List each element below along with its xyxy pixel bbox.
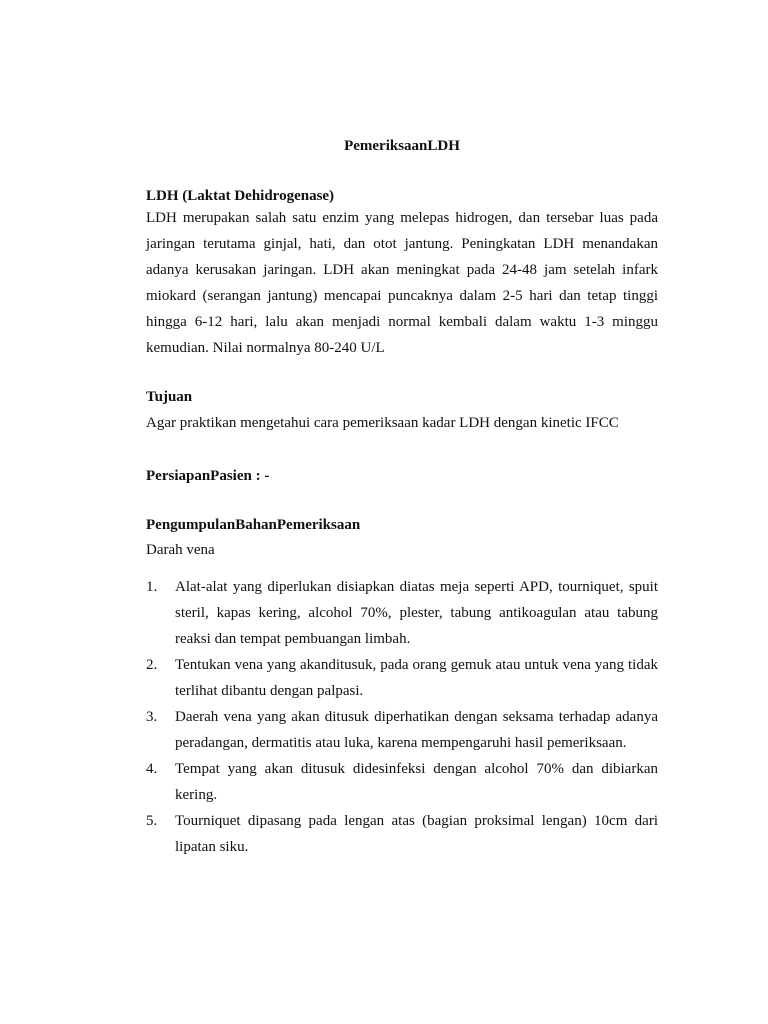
heading-persiapan-pasien: PersiapanPasien : - — [146, 468, 270, 484]
list-item-text: Tourniquet dipasang pada lengan atas (bagian proksimal lengan) 10cm dari lipatan siku. — [175, 813, 658, 855]
list-item-number: 1. — [146, 579, 158, 595]
list-item-text: Tentukan vena yang akanditusuk, pada orang gemuk atau untuk vena yang tidak terlihat dibantu dengan palpasi. — [175, 657, 658, 699]
heading-pengumpulan-bahan: PengumpulanBahanPemeriksaan — [146, 517, 361, 533]
list-item-number: 3. — [146, 709, 158, 725]
list-item-text: Alat-alat yang diperlukan disiapkan diatas meja seperti APD, tourniquet, spuit steril, kapas kering, alcohol 70%, plester, tabung antikoagulan atau tabung reaksi dan tempat pembuangan limbah. — [175, 579, 658, 647]
list-item-number: 5. — [146, 813, 158, 829]
list-item — [146, 808, 658, 860]
list-item-text: Daerah vena yang akan ditusuk diperhatikan dengan seksama terhadap adanya peradangan, dermatitis atau luka, karena mempengaruhi hasil pemeriksaan. — [175, 709, 658, 751]
heading-tujuan: Tujuan — [146, 389, 193, 405]
list-item — [146, 652, 658, 704]
paragraph-ldh: LDH merupakan salah satu enzim yang melepas hidrogen, dan tersebar luas pada jaringan terutama ginjal, hati, dan otot jantung. Peningkatan LDH menandakan adanya kerusakan jaringan. LDH akan meningkat pada 24-48 jam setelah infark miokard (serangan jantung) mencapai puncaknya dalam 2-5 hari dan tetap tinggi hingga 6-12 hari, lalu akan menjadi normal kembali dalam waktu 1-3 minggu kemudian. Nilai normalnya 80-240 U/L — [146, 210, 658, 356]
list-item-number: 4. — [146, 761, 158, 777]
list-item — [146, 704, 658, 756]
procedure-steps-list — [146, 574, 658, 860]
list-item — [146, 756, 658, 808]
list-item-text: Tempat yang akan ditusuk didesinfeksi dengan alcohol 70% dan dibiarkan kering. — [175, 761, 658, 803]
subheading-darah-vena: Darah vena — [146, 542, 215, 558]
document-title: PemeriksaanLDH — [344, 138, 460, 154]
document-page — [146, 0, 658, 1024]
list-item — [146, 574, 658, 652]
list-item-number: 2. — [146, 657, 158, 673]
paragraph-tujuan: Agar praktikan mengetahui cara pemeriksaan kadar LDH dengan kinetic IFCC — [146, 415, 619, 431]
heading-ldh: LDH (Laktat Dehidrogenase) — [146, 188, 335, 204]
